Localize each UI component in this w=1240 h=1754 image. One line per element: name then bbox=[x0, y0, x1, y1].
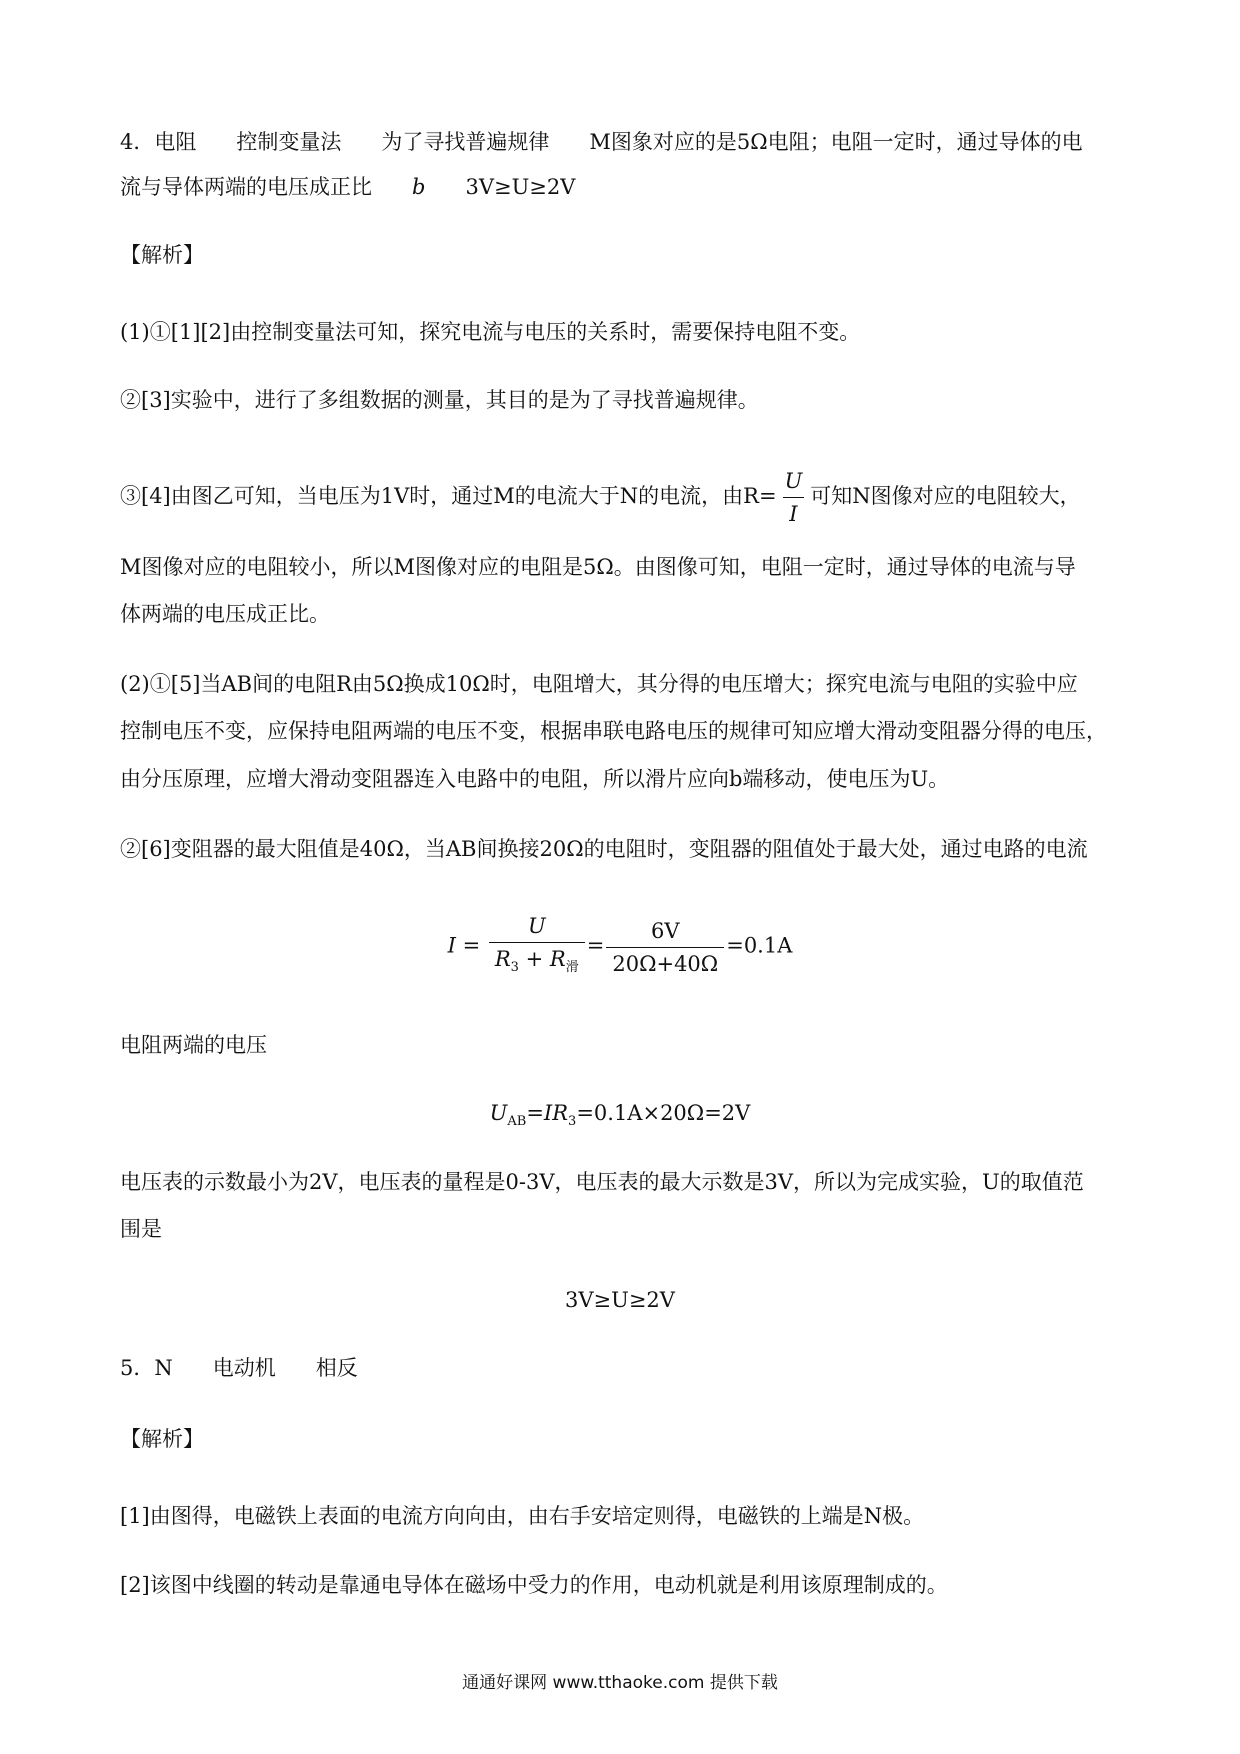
page-footer: 通通好课网 www.tthaoke.com 提供下载 bbox=[462, 1673, 778, 1693]
q4-answer-3: 为了寻找普遍规律 bbox=[381, 130, 550, 154]
q4-answer-1: 电阻 bbox=[154, 130, 197, 154]
q4-answer-2: 控制变量法 bbox=[236, 130, 342, 154]
analysis-label: 【解析】 bbox=[120, 1427, 204, 1451]
analysis-line: 体两端的电压成正比。 bbox=[120, 602, 330, 626]
analysis-line: [1]由图得，电磁铁上表面的电流方向向由，由右手安培定则得，电磁铁的上端是N极。 bbox=[120, 1504, 925, 1528]
q5-answer-3: 相反 bbox=[315, 1356, 358, 1380]
q4-answer-5: b bbox=[412, 175, 426, 199]
analysis-line: M图像对应的电阻较小，所以M图像对应的电阻是5Ω。由图像可知，电阻一定时，通过导体的电流与导 bbox=[120, 555, 1076, 579]
fraction-denominator: 20Ω+40Ω bbox=[606, 947, 724, 980]
symbol-r: R bbox=[494, 947, 511, 971]
q4-answer-4-cont: 流与导体两端的电压成正比 bbox=[120, 175, 372, 199]
q5-number: 5． bbox=[120, 1356, 155, 1380]
formula-result: =0.1A×20Ω=2V bbox=[576, 1101, 751, 1125]
formula-result: =0.1A bbox=[726, 933, 793, 958]
symbol-u: U bbox=[489, 1101, 508, 1125]
analysis-line-with-fraction bbox=[120, 464, 1081, 530]
q4-answer-4: M图象对应的是5Ω电阻；电阻一定时，通过导体的电 bbox=[589, 130, 1083, 154]
formula-voltage bbox=[0, 1098, 1240, 1137]
analysis-line: ②[6]变阻器的最大阻值是40Ω，当AB间换接20Ω的电阻时，变阻器的阻值处于最大处，通过电路的电流 bbox=[120, 837, 1088, 861]
q5-answer-2: 电动机 bbox=[212, 1356, 276, 1380]
analysis-text: ③[4]由图乙可知，当电压为1V时，通过M的电流大于N的电流，由R= bbox=[120, 484, 777, 508]
analysis-line: 电压表的示数最小为2V，电压表的量程是0-3V，电压表的最大示数是3V，所以为完成实验，U的取值范 bbox=[120, 1170, 1084, 1194]
analysis-line: [2]该图中线圈的转动是靠通电导体在磁场中受力的作用，电动机就是利用该原理制成的。 bbox=[120, 1573, 948, 1597]
q4-answer-line-2 bbox=[120, 172, 575, 202]
equals-sign: = bbox=[586, 933, 605, 958]
analysis-line: (2)①[5]当AB间的电阻R由5Ω换成10Ω时，电阻增大，其分得的电压增大；探究电流与电阻的实验中应 bbox=[120, 672, 1078, 696]
fraction-u-over-i bbox=[779, 465, 809, 530]
analysis-line: ②[3]实验中，进行了多组数据的测量，其目的是为了寻找普遍规律。 bbox=[120, 388, 759, 412]
analysis-label: 【解析】 bbox=[120, 243, 204, 267]
subscript: AB bbox=[507, 1114, 527, 1130]
formula-current bbox=[0, 910, 1240, 984]
analysis-line: 围是 bbox=[120, 1217, 162, 1241]
subscript: 滑 bbox=[565, 960, 579, 976]
fraction-u-over-r bbox=[489, 910, 585, 984]
formula-lhs: I = bbox=[447, 933, 481, 958]
q5-answer-line bbox=[120, 1353, 358, 1383]
fraction-numerator: 6V bbox=[651, 918, 680, 943]
analysis-line: 由分压原理，应增大滑动变阻器连入电路中的电阻，所以滑片应向b端移动，使电压为U。 bbox=[120, 767, 950, 791]
subscript: 3 bbox=[510, 960, 519, 976]
formula-range: 3V≥U≥2V bbox=[565, 1288, 675, 1312]
q5-answer-1: N bbox=[154, 1356, 173, 1380]
analysis-text: 可知N图像对应的电阻较大， bbox=[810, 484, 1081, 508]
fraction-numerator: U bbox=[527, 914, 546, 938]
subscript: 3 bbox=[568, 1114, 577, 1130]
analysis-line: 控制电压不变，应保持电阻两端的电压不变，根据串联电路电压的规律可知应增大滑动变阻器分得的电压， bbox=[120, 719, 1107, 743]
fraction-denominator bbox=[489, 942, 585, 984]
symbol-ir: =IR bbox=[526, 1101, 569, 1125]
fraction-numerator: U bbox=[784, 469, 803, 493]
analysis-line: (1)①[1][2]由控制变量法可知，探究电流与电压的关系时，需要保持电阻不变。 bbox=[120, 320, 861, 344]
q4-number: 4． bbox=[120, 130, 155, 154]
symbol-r: + R bbox=[518, 947, 566, 971]
q4-answer-line-1 bbox=[120, 127, 1083, 157]
analysis-line: 电阻两端的电压 bbox=[120, 1033, 267, 1057]
fraction-denominator: I bbox=[783, 497, 803, 530]
q4-answer-6: 3V≥U≥2V bbox=[465, 175, 576, 199]
fraction-6v bbox=[606, 915, 724, 980]
